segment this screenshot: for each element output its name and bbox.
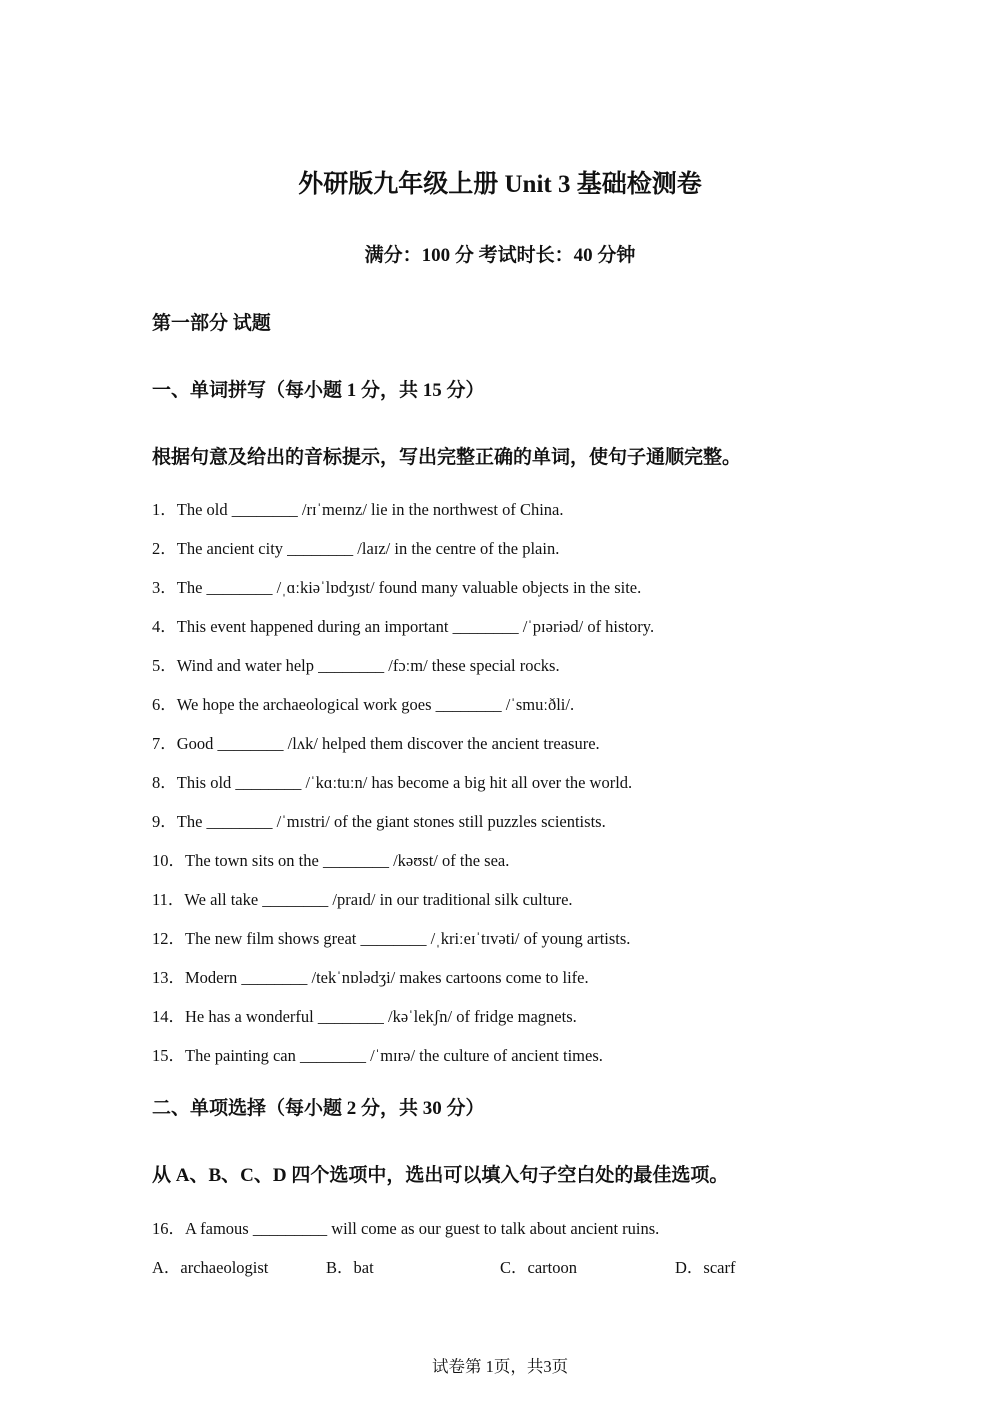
question-11: 11．We all take ________ /praɪd/ in our traditional silk culture. xyxy=(152,890,573,909)
option-b: B．bat xyxy=(326,1258,374,1277)
page-footer: 试卷第 1页，共3页 xyxy=(431,1357,569,1376)
question-4: 4．This event happened during an important ________ /ˈpɪəriəd/ of history. xyxy=(152,617,655,636)
question-9: 9．The ________ /ˈmɪstri/ of the giant stones still puzzles scientists. xyxy=(152,812,606,831)
option-d: D．scarf xyxy=(675,1258,736,1277)
option-c: C．cartoon xyxy=(500,1258,577,1277)
question-16: 16．A famous _________ will come as our guest to talk about ancient ruins. xyxy=(152,1219,660,1238)
part-heading: 第一部分 试题 xyxy=(152,313,271,334)
question-6: 6．We hope the archaeological work goes ________ /ˈsmuːðli/. xyxy=(152,695,575,714)
section2-instruction: 从 A、B、C、D 四个选项中，选出可以填入句子空白处的最佳选项。 xyxy=(152,1165,729,1186)
question-1: 1．The old ________ /rɪˈmeɪnz/ lie in the northwest of China. xyxy=(152,500,564,519)
section2-heading: 二、单项选择（每小题 2 分，共 30 分） xyxy=(152,1098,485,1119)
question-7: 7．Good ________ /lʌk/ helped them discover the ancient treasure. xyxy=(152,734,600,753)
question-14: 14．He has a wonderful ________ /kəˈlekʃn/ of fridge magnets. xyxy=(152,1007,577,1026)
score-and-time: 满分：100 分 考试时长：40 分钟 xyxy=(364,245,636,266)
section1-heading: 一、单词拼写（每小题 1 分，共 15 分） xyxy=(152,380,485,401)
question-10: 10．The town sits on the ________ /kəʊst/ of the sea. xyxy=(152,851,510,870)
question-5: 5．Wind and water help ________ /fɔːm/ these special rocks. xyxy=(152,656,560,675)
question-12: 12．The new film shows great ________ /ˌkriːeɪˈtɪvəti/ of young artists. xyxy=(152,929,631,948)
question-2: 2．The ancient city ________ /laɪz/ in the centre of the plain. xyxy=(152,539,560,558)
question-15: 15．The painting can ________ /ˈmɪrə/ the culture of ancient times. xyxy=(152,1046,603,1065)
option-a: A．archaeologist xyxy=(152,1258,269,1277)
page-title: 外研版九年级上册 Unit 3 基础检测卷 xyxy=(298,171,702,198)
question-13: 13．Modern ________ /tekˈnɒlədʒi/ makes cartoons come to life. xyxy=(152,968,589,987)
question-8: 8．This old ________ /ˈkɑːtuːn/ has become a big hit all over the world. xyxy=(152,773,633,792)
question-3: 3．The ________ /ˌɑːkiəˈlɒdʒɪst/ found many valuable objects in the site. xyxy=(152,578,642,597)
section1-instruction: 根据句意及给出的音标提示，写出完整正确的单词，使句子通顺完整。 xyxy=(152,447,742,468)
question-16-options xyxy=(152,1257,852,1279)
